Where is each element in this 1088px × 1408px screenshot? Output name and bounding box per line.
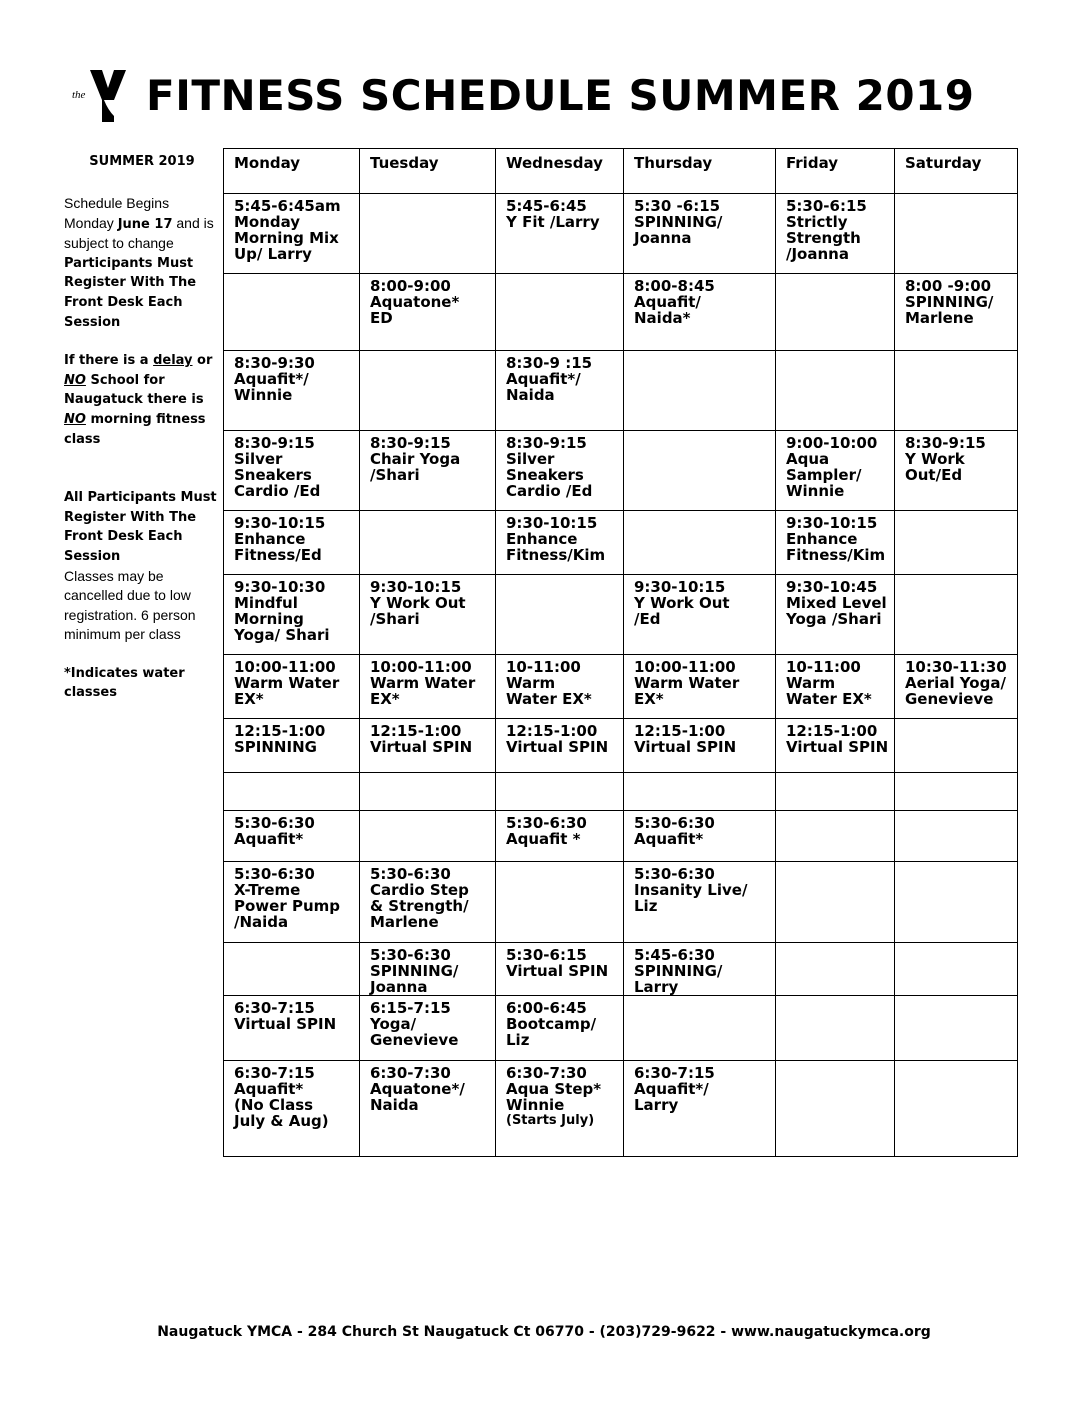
class-cell [496,943,624,996]
day-header-monday: Monday [224,149,360,194]
sidebar-heading: SUMMER 2019 [89,154,195,169]
table-row [224,655,1018,719]
class-cell [496,1061,624,1157]
class-cell [895,575,1018,655]
day-header-friday: Friday [776,149,895,194]
class-text: 5:45-6:45 Y Fit /Larry [506,197,600,231]
class-text: 9:30-10:15 Enhance Fitness/Ed [234,514,326,564]
class-cell [496,274,624,351]
day-header-wednesday: Wednesday [496,149,624,194]
class-cell [624,274,776,351]
class-text: 6:30-7:15 Aquafit* (No Class July & Aug) [234,1064,329,1130]
table-row [224,351,1018,431]
class-cell [776,719,895,773]
class-cell [624,719,776,773]
class-cell [895,943,1018,996]
page-header [68,66,1028,132]
table-row [224,575,1018,655]
class-cell [360,351,496,431]
sidebar-notes [64,150,220,703]
day-header-saturday: Saturday [895,149,1018,194]
class-cell [895,655,1018,719]
class-text: 12:15-1:00 Virtual SPIN [370,722,473,756]
class-cell [496,996,624,1061]
water-note: *Indicates water classes [64,665,185,701]
class-text: 6:30-7:15 Virtual SPIN [234,999,337,1033]
schedule-table [223,148,1018,1157]
day-header-row [224,149,1018,194]
class-cell [224,943,360,996]
class-text: 10:00-11:00 Warm Water EX* [370,658,476,708]
ymca-logo [68,66,140,126]
class-cell [224,655,360,719]
table-row [224,996,1018,1061]
class-cell [224,811,360,862]
class-cell [776,511,895,575]
class-cell [895,719,1018,773]
class-cell [360,274,496,351]
class-cell [224,1061,360,1157]
class-cell [496,655,624,719]
class-cell [224,274,360,351]
class-cell [624,773,776,811]
class-cell [895,431,1018,511]
class-text: 8:00-9:00 Aquatone* ED [370,277,460,327]
class-text: 8:30-9:15 Silver Sneakers Cardio /Ed [506,434,593,500]
register-note: Participants Must Register With The Front Desk Each Session [64,255,197,330]
table-row [224,862,1018,943]
class-cell [224,511,360,575]
class-cell [895,862,1018,943]
class-text: 10:00-11:00 Warm Water EX* [634,658,740,708]
class-cell [776,655,895,719]
class-text: 5:45-6:45am Monday Morning Mix Up/ Larry [234,197,341,263]
class-text: 9:30-10:15 Y Work Out /Shari [370,578,466,628]
table-row [224,1061,1018,1157]
class-text: 9:30-10:15 Y Work Out /Ed [634,578,730,628]
class-text: 5:30-6:30 Insanity Live/ Liz [634,865,748,915]
svg-text:the: the [72,89,86,101]
class-cell [224,773,360,811]
table-row [224,431,1018,511]
class-cell [776,996,895,1061]
class-text: 12:15-1:00 Virtual SPIN [506,722,609,756]
class-cell [624,862,776,943]
class-cell [496,773,624,811]
class-cell [624,575,776,655]
schedule-begins-note: Schedule Begins Monday June 17 and is subject to change [64,195,214,252]
class-cell [360,943,496,996]
class-text: 10:30-11:30 Aerial Yoga/ Genevieve [905,658,1007,708]
class-cell [496,811,624,862]
table-row [224,943,1018,996]
class-cell [776,943,895,996]
table-row [224,194,1018,274]
class-cell [776,194,895,274]
class-cell [624,811,776,862]
class-cell [360,655,496,719]
class-cell [624,943,776,996]
class-cell [224,431,360,511]
class-cell [360,431,496,511]
day-header-thursday: Thursday [624,149,776,194]
class-cell [224,719,360,773]
class-cell [895,511,1018,575]
class-cell [224,575,360,655]
class-cell [496,351,624,431]
class-text: 8:00 -9:00 SPINNING/ Marlene [905,277,994,327]
class-cell [776,773,895,811]
class-text: 8:30-9:15 Y Work Out/Ed [905,434,986,484]
table-row [224,773,1018,811]
class-text: 5:45-6:30 SPINNING/ Larry [634,946,723,996]
class-cell [776,1061,895,1157]
class-cell [624,511,776,575]
class-cell [496,719,624,773]
table-row [224,719,1018,773]
class-text: 8:00-8:45 Aquafit/ Naida* [634,277,715,327]
class-text: 9:00-10:00 Aqua Sampler/ Winnie [786,434,878,500]
class-cell [496,511,624,575]
class-cell [360,511,496,575]
class-cell [776,811,895,862]
class-text: 6:00-6:45 Bootcamp/ Liz [506,999,597,1049]
class-cell [224,996,360,1061]
class-cell [224,194,360,274]
class-cell [496,575,624,655]
class-cell [624,996,776,1061]
class-cell [360,773,496,811]
class-cell [496,194,624,274]
class-text: 9:30-10:45 Mixed Level Yoga /Shari [786,578,887,628]
class-cell [496,862,624,943]
class-cell [360,811,496,862]
class-cell [624,431,776,511]
class-cell [360,719,496,773]
register-note-2: All Participants Must Register With The Front Desk Each Session [64,490,217,564]
class-cell [895,811,1018,862]
class-text: 10-11:00 Warm Water EX* [506,658,592,708]
table-row [224,811,1018,862]
table-row [224,511,1018,575]
class-cell [776,862,895,943]
class-cell [224,862,360,943]
class-text: 5:30-6:30 Aquafit * [506,814,587,848]
class-cell [895,351,1018,431]
class-text: 8:30-9 :15 Aquafit*/ Naida [506,354,593,404]
class-text: 8:30-9:15 Chair Yoga /Shari [370,434,461,484]
class-cell [496,431,624,511]
class-cell [624,655,776,719]
class-text: 9:30-10:15 Enhance Fitness/Kim [786,514,886,564]
page-title: FITNESS SCHEDULE SUMMER 2019 [146,71,975,120]
class-text: 5:30-6:15 Strictly Strength /Joanna [786,197,867,263]
day-header-tuesday: Tuesday [360,149,496,194]
class-cell [360,575,496,655]
class-text: 10:00-11:00 Warm Water EX* [234,658,340,708]
class-text: 8:30-9:30 Aquafit*/ Winnie [234,354,315,404]
class-text: 6:30-7:15 Aquafit*/ Larry [634,1064,715,1114]
class-cell [360,862,496,943]
class-cell [776,575,895,655]
class-text: 8:30-9:15 Silver Sneakers Cardio /Ed [234,434,321,500]
class-text: 12:15-1:00 Virtual SPIN [786,722,889,756]
class-cell [776,274,895,351]
class-text: 6:30-7:30 Aqua Step* Winnie [506,1064,602,1114]
delay-note: If there is a delay or NO School for Naugatuck there is NO morning fitness class [64,353,213,447]
class-cell [895,194,1018,274]
class-text: 5:30-6:30 Aquafit* [634,814,715,848]
cancel-note: Classes may be cancelled due to low registration. 6 person minimum per class [64,567,196,643]
class-cell [624,1061,776,1157]
class-cell [624,351,776,431]
class-text: 6:30-7:30 Aquatone*/ Naida [370,1064,465,1114]
class-text: 10-11:00 Warm Water EX* [786,658,872,708]
class-cell [895,996,1018,1061]
class-cell [895,773,1018,811]
class-text: 5:30-6:30 X-Treme Power Pump /Naida [234,865,340,931]
class-text: 5:30 -6:15 SPINNING/ Joanna [634,197,723,247]
class-text: 6:15-7:15 Yoga/ Genevieve [370,999,459,1049]
class-text: 5:30-6:30 Cardio Step & Strength/ Marlene [370,865,469,931]
class-cell [895,1061,1018,1157]
class-text: 12:15-1:00 SPINNING [234,722,326,756]
footer-address: Naugatuck YMCA - 284 Church St Naugatuck Ct 06770 - (203)729-9622 - www.naugatuckymca.org [157,1324,931,1340]
class-note: (Starts July) [506,1113,595,1128]
class-cell [360,996,496,1061]
class-text: 5:30-6:30 Aquafit* [234,814,315,848]
class-cell [224,351,360,431]
class-text: 9:30-10:30 Mindful Morning Yoga/ Shari [234,578,330,644]
class-cell [360,194,496,274]
class-cell [776,431,895,511]
table-row [224,274,1018,351]
class-cell [624,194,776,274]
class-text: 9:30-10:15 Enhance Fitness/Kim [506,514,606,564]
class-text: 5:30-6:15 Virtual SPIN [506,946,609,980]
class-cell [776,351,895,431]
class-cell [360,1061,496,1157]
class-cell [895,274,1018,351]
class-text: 5:30-6:30 SPINNING/ Joanna [370,946,459,996]
class-text: 12:15-1:00 Virtual SPIN [634,722,737,756]
